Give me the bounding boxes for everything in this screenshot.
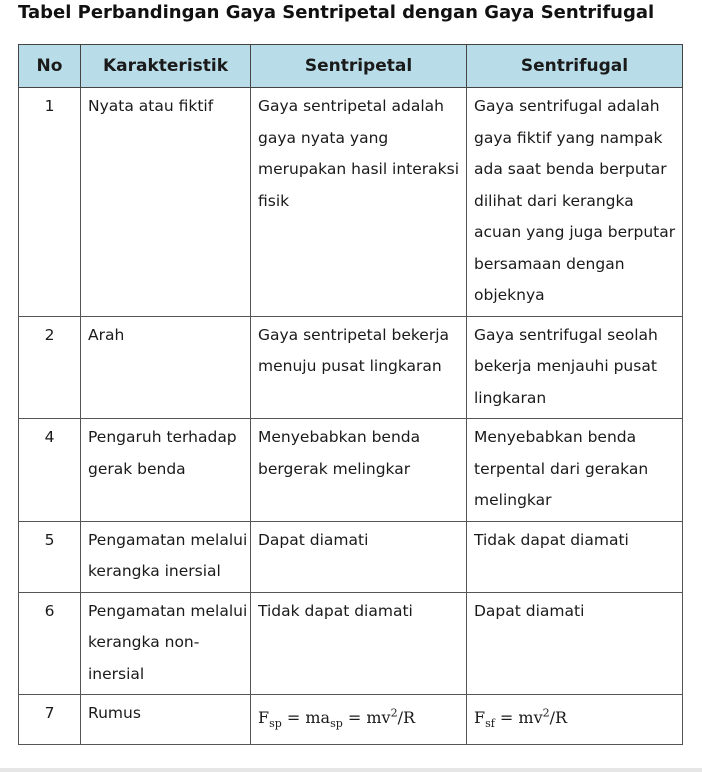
- row-karakteristik: Pengamatan melalui kerangka non-inersial: [81, 592, 251, 695]
- table-row: [19, 88, 683, 317]
- formula-part: = mv: [342, 708, 391, 728]
- table-row: [19, 419, 683, 522]
- table-row: [19, 521, 683, 592]
- row-no: 7: [19, 695, 81, 745]
- row-no: 5: [19, 521, 81, 592]
- row-sentripetal: Gaya sentripetal bekerja menuju pusat lingkaran: [251, 316, 467, 419]
- row-karakteristik: Nyata atau fiktif: [81, 88, 251, 317]
- row-karakteristik: Arah: [81, 316, 251, 419]
- formula-f: F: [474, 708, 486, 728]
- row-karakteristik: Pengamatan melalui kerangka inersial: [81, 521, 251, 592]
- row-karakteristik: Pengaruh terhadap gerak benda: [81, 419, 251, 522]
- table-row-rumus: [19, 695, 683, 745]
- row-sentrifugal: Menyebabkan benda terpental dari gerakan melingkar: [467, 419, 683, 522]
- formula-sub: sf: [485, 717, 495, 731]
- row-no: 2: [19, 316, 81, 419]
- header-karakteristik: Karakteristik: [81, 45, 251, 88]
- formula-sub: sp: [330, 717, 343, 731]
- header-no: No: [19, 45, 81, 88]
- row-sentripetal: Tidak dapat diamati: [251, 592, 467, 695]
- row-sentrifugal: Gaya sentrifugal seolah bekerja menjauhi pusat lingkaran: [467, 316, 683, 419]
- row-sentrifugal: Dapat diamati: [467, 592, 683, 695]
- comparison-table: [18, 44, 683, 745]
- row-no: 4: [19, 419, 81, 522]
- formula-sup: 2: [390, 707, 398, 720]
- row-no: 6: [19, 592, 81, 695]
- header-sentrifugal: Sentrifugal: [467, 45, 683, 88]
- formula-part: /R: [397, 708, 416, 728]
- row-sentripetal: Dapat diamati: [251, 521, 467, 592]
- row-sentrifugal: Gaya sentrifugal adalah gaya fiktif yang nampak ada saat benda berputar dilihat dari kerangka acuan yang juga berputar bersamaan dengan objeknya: [467, 88, 683, 317]
- header-sentripetal: Sentripetal: [251, 45, 467, 88]
- table-row: [19, 316, 683, 419]
- row-sentripetal: Menyebabkan benda bergerak melingkar: [251, 419, 467, 522]
- formula-sentripetal: [251, 695, 467, 745]
- formula-part: = ma: [281, 708, 331, 728]
- table-title: Tabel Perbandingan Gaya Sentripetal dengan Gaya Sentrifugal: [18, 2, 655, 23]
- formula-part: = mv: [494, 708, 543, 728]
- table-row: [19, 592, 683, 695]
- table-header-row: [19, 45, 683, 88]
- row-sentrifugal: Tidak dapat diamati: [467, 521, 683, 592]
- formula-sup: 2: [542, 707, 550, 720]
- formula-sentrifugal: [467, 695, 683, 745]
- formula-f: F: [258, 708, 270, 728]
- formula-sub: sp: [269, 717, 282, 731]
- row-karakteristik: Rumus: [81, 695, 251, 745]
- formula-part: /R: [549, 708, 568, 728]
- page-bottom-divider: [0, 768, 702, 772]
- row-no: 1: [19, 88, 81, 317]
- row-sentripetal: Gaya sentripetal adalah gaya nyata yang merupakan hasil interaksi fisik: [251, 88, 467, 317]
